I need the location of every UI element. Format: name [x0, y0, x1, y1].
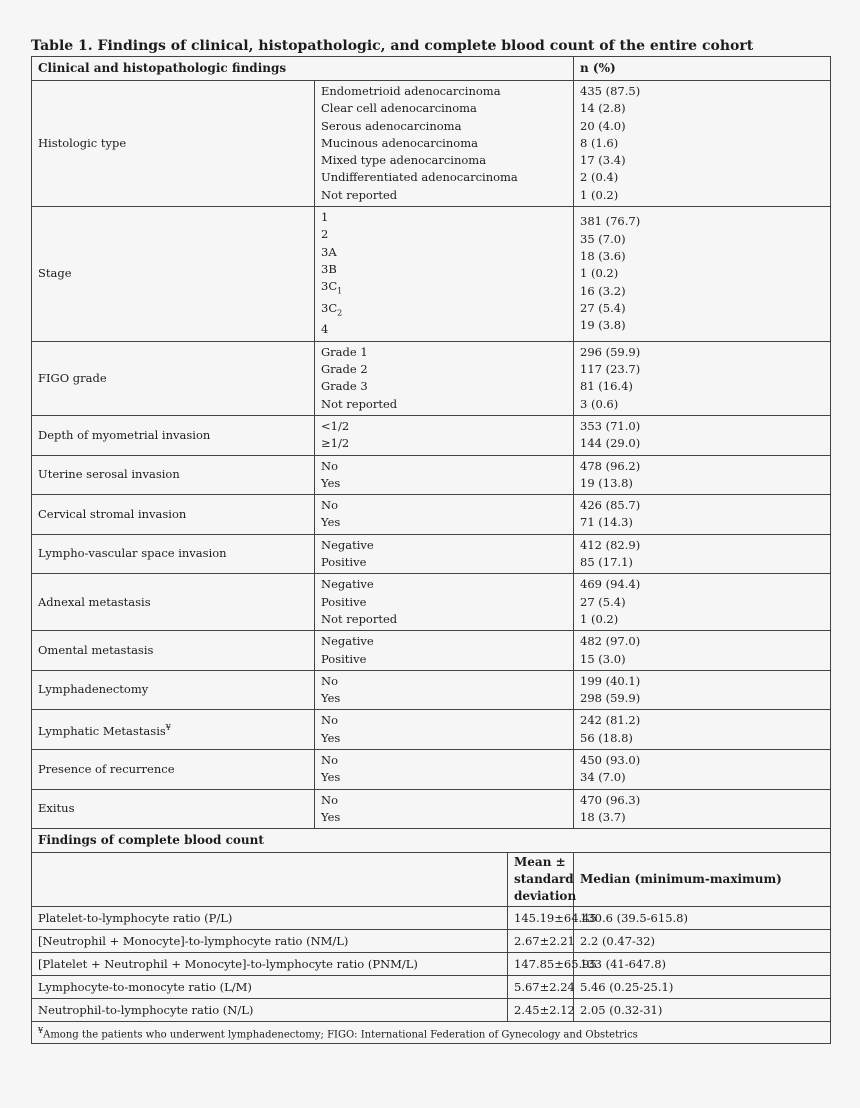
cbc-row-label: Platelet-to-lymphocyte ratio (P/L) — [32, 907, 508, 930]
cbc-row — [32, 976, 831, 999]
cbc-row-label: Lymphocyte-to-monocyte ratio (L/M) — [32, 976, 508, 999]
row-values — [315, 631, 574, 671]
row-label: Lympho-vascular space invasion — [32, 534, 315, 574]
row-count-item: 14 (2.8) — [580, 101, 626, 116]
table-row — [32, 789, 831, 829]
cbc-header-row — [32, 853, 831, 907]
row-value-item: Positive — [321, 555, 367, 570]
row-count-item: 450 (93.0) — [580, 752, 641, 767]
row-value-item: Clear cell adenocarcinoma — [321, 101, 477, 116]
row-value-item: Yes — [321, 730, 341, 745]
row-counts — [574, 534, 831, 574]
row-values — [315, 81, 574, 207]
row-counts — [574, 207, 831, 342]
row-label: Cervical stromal invasion — [32, 495, 315, 535]
row-value-item: Yes — [321, 515, 341, 530]
row-count-item: 426 (85.7) — [580, 498, 641, 513]
row-counts — [574, 81, 831, 207]
row-counts — [574, 415, 831, 455]
cbc-row-mean: 2.45±2.12 — [508, 999, 574, 1022]
cbc-row-label: Neutrophil-to-lymphocyte ratio (N/L) — [32, 999, 508, 1022]
row-value-item: No — [321, 498, 338, 513]
table-row — [32, 207, 831, 342]
row-value-item: Positive — [321, 651, 367, 666]
table-row — [32, 574, 831, 631]
row-count-item: 16 (3.2) — [580, 283, 626, 298]
row-value-item: Negative — [321, 537, 374, 552]
cbc-row — [32, 953, 831, 976]
row-count-item: 1 (0.2) — [580, 266, 619, 281]
row-value-item: Negative — [321, 577, 374, 592]
row-value-item: Undifferentiated adenocarcinoma — [321, 170, 518, 185]
row-values — [315, 455, 574, 495]
row-count-item: 435 (87.5) — [580, 84, 641, 98]
table-row — [32, 670, 831, 710]
row-value-item: No — [321, 673, 338, 688]
row-value-item: No — [321, 752, 338, 767]
row-value-item: No — [321, 713, 338, 728]
row-count-item: 71 (14.3) — [580, 515, 633, 530]
row-label: Depth of myometrial invasion — [32, 415, 315, 455]
row-counts — [574, 710, 831, 750]
row-count-item: 381 (76.7) — [580, 214, 641, 229]
row-value-item: Yes — [321, 809, 341, 824]
cbc-row-mean: 147.85±65.95 — [508, 953, 574, 976]
cbc-section-title: Findings of complete blood count — [32, 829, 831, 853]
cbc-row-mean: 145.19±64.45 — [508, 907, 574, 930]
table-title: Table 1. Findings of clinical, histopathologic, and complete blood count of the entire cohort — [31, 38, 754, 54]
row-value-item: No — [321, 458, 338, 473]
row-values — [315, 207, 574, 342]
cbc-row — [32, 907, 831, 930]
row-count-item: 478 (96.2) — [580, 458, 641, 473]
cbc-row-median: 2.2 (0.47-32) — [574, 930, 831, 953]
row-label: Omental metastasis — [32, 631, 315, 671]
row-values — [315, 710, 574, 750]
row-value-item: Negative — [321, 634, 374, 649]
cbc-row — [32, 999, 831, 1022]
row-value-item: 1 — [321, 210, 329, 225]
row-count-item: 8 (1.6) — [580, 135, 619, 150]
cbc-row-label: [Platelet + Neutrophil + Monocyte]-to-lymphocyte ratio (PNM/L) — [32, 953, 508, 976]
cbc-row-median: 5.46 (0.25-25.1) — [574, 976, 831, 999]
row-count-item: 27 (5.4) — [580, 594, 626, 609]
table-row — [32, 341, 831, 415]
row-value-item: Grade 3 — [321, 379, 368, 394]
row-counts — [574, 455, 831, 495]
cbc-row-median: 2.05 (0.32-31) — [574, 999, 831, 1022]
row-count-item: 27 (5.4) — [580, 300, 626, 315]
row-value-item: Yes — [321, 691, 341, 706]
row-count-item: 117 (23.7) — [580, 362, 641, 377]
row-value-item: Not reported — [321, 396, 398, 411]
row-value-item: Mucinous adenocarcinoma — [321, 135, 478, 150]
row-values — [315, 789, 574, 829]
table-container — [31, 36, 830, 1044]
row-count-item: 298 (59.9) — [580, 691, 641, 706]
table-row — [32, 631, 831, 671]
footnote: ¥Among the patients who underwent lymphadenectomy; FIGO: International Federation of Gynecology and Obstetrics — [32, 1022, 831, 1044]
row-value-item: $3C_1$ — [321, 279, 343, 296]
row-value-item: No — [321, 792, 338, 807]
cbc-header-mean: Mean ± standard deviation — [508, 853, 574, 907]
row-value-item: 2 — [321, 227, 329, 242]
row-value-item: Endometrioid adenocarcinoma — [321, 84, 501, 98]
row-count-item: 85 (17.1) — [580, 555, 633, 570]
row-values — [315, 749, 574, 789]
row-count-item: 296 (59.9) — [580, 344, 641, 359]
header-n-percent: n (%) — [574, 57, 831, 81]
row-counts — [574, 495, 831, 535]
row-count-item: 20 (4.0) — [580, 118, 626, 133]
header-findings: Clinical and histopathologic findings — [32, 57, 574, 81]
table-row — [32, 495, 831, 535]
row-values — [315, 495, 574, 535]
row-value-item: Serous adenocarcinoma — [321, 118, 462, 133]
cbc-row-mean: 2.67±2.21 — [508, 930, 574, 953]
row-count-item: 17 (3.4) — [580, 153, 626, 168]
row-values — [315, 670, 574, 710]
row-count-item: 144 (29.0) — [580, 436, 641, 451]
row-counts — [574, 789, 831, 829]
row-label: Exitus — [32, 789, 315, 829]
row-count-item: 199 (40.1) — [580, 673, 641, 688]
row-value-item: Mixed type adenocarcinoma — [321, 153, 487, 168]
row-value-item: 4 — [321, 322, 329, 337]
row-value-item: Not reported — [321, 611, 398, 626]
row-value-item: Yes — [321, 475, 341, 490]
row-count-item: 81 (16.4) — [580, 379, 633, 394]
findings-table — [31, 56, 831, 1044]
cbc-row-mean: 5.67±2.24 — [508, 976, 574, 999]
cbc-row-label: [Neutrophil + Monocyte]-to-lymphocyte ratio (NM/L) — [32, 930, 508, 953]
table-row — [32, 81, 831, 207]
row-count-item: 34 (7.0) — [580, 770, 626, 785]
row-values — [315, 415, 574, 455]
row-count-item: 353 (71.0) — [580, 418, 641, 433]
row-value-item: Not reported — [321, 187, 398, 202]
table-row — [32, 749, 831, 789]
row-value-item: Positive — [321, 594, 367, 609]
row-counts — [574, 341, 831, 415]
row-values — [315, 574, 574, 631]
row-count-item: 1 (0.2) — [580, 187, 619, 202]
row-counts — [574, 631, 831, 671]
table-row — [32, 415, 831, 455]
row-count-item: 242 (81.2) — [580, 713, 641, 728]
row-value-item: ≥1/2 — [321, 436, 350, 451]
row-count-item: 412 (82.9) — [580, 537, 641, 552]
row-value-item: Yes — [321, 770, 341, 785]
cbc-header-median: Median (minimum-maximum) — [574, 853, 831, 907]
row-counts — [574, 670, 831, 710]
row-count-item: 15 (3.0) — [580, 651, 626, 666]
row-label: FIGO grade — [32, 341, 315, 415]
table-header-row — [32, 57, 831, 81]
cbc-row-median: 133 (41-647.8) — [574, 953, 831, 976]
row-counts — [574, 574, 831, 631]
cbc-section-row — [32, 829, 831, 853]
row-label: Uterine serosal invasion — [32, 455, 315, 495]
table-row — [32, 710, 831, 750]
row-label: Histologic type — [32, 81, 315, 207]
cbc-row — [32, 930, 831, 953]
row-count-item: 56 (18.8) — [580, 730, 633, 745]
row-count-item: 3 (0.6) — [580, 396, 619, 411]
row-label: Adnexal metastasis — [32, 574, 315, 631]
row-count-item: 470 (96.3) — [580, 792, 641, 807]
row-count-item: 19 (13.8) — [580, 475, 633, 490]
row-value-item: Grade 2 — [321, 362, 368, 377]
table-row — [32, 534, 831, 574]
row-count-item: 1 (0.2) — [580, 611, 619, 626]
row-label: Lymphadenectomy — [32, 670, 315, 710]
row-label: Presence of recurrence — [32, 749, 315, 789]
row-value-item: $3C_2$ — [321, 300, 343, 318]
row-values — [315, 534, 574, 574]
row-label: Lymphatic Metastasis¥ — [32, 710, 315, 750]
row-count-item: 2 (0.4) — [580, 170, 619, 185]
row-count-item: 18 (3.6) — [580, 248, 626, 263]
cbc-header-empty — [32, 853, 508, 907]
row-counts — [574, 749, 831, 789]
row-count-item: 18 (3.7) — [580, 809, 626, 824]
row-value-item: 3B — [321, 261, 337, 276]
row-count-item: 482 (97.0) — [580, 634, 641, 649]
table-row — [32, 455, 831, 495]
row-count-item: 35 (7.0) — [580, 231, 626, 246]
findings-table-body — [32, 57, 831, 1044]
row-count-item: 19 (3.8) — [580, 318, 626, 333]
row-value-item: <1/2 — [321, 418, 350, 433]
row-label: Stage — [32, 207, 315, 342]
row-count-item: 469 (94.4) — [580, 577, 641, 592]
row-value-item: Grade 1 — [321, 344, 368, 359]
footnote-row — [32, 1022, 831, 1044]
cbc-row-median: 130.6 (39.5-615.8) — [574, 907, 831, 930]
row-values — [315, 341, 574, 415]
row-value-item: 3A — [321, 244, 337, 259]
